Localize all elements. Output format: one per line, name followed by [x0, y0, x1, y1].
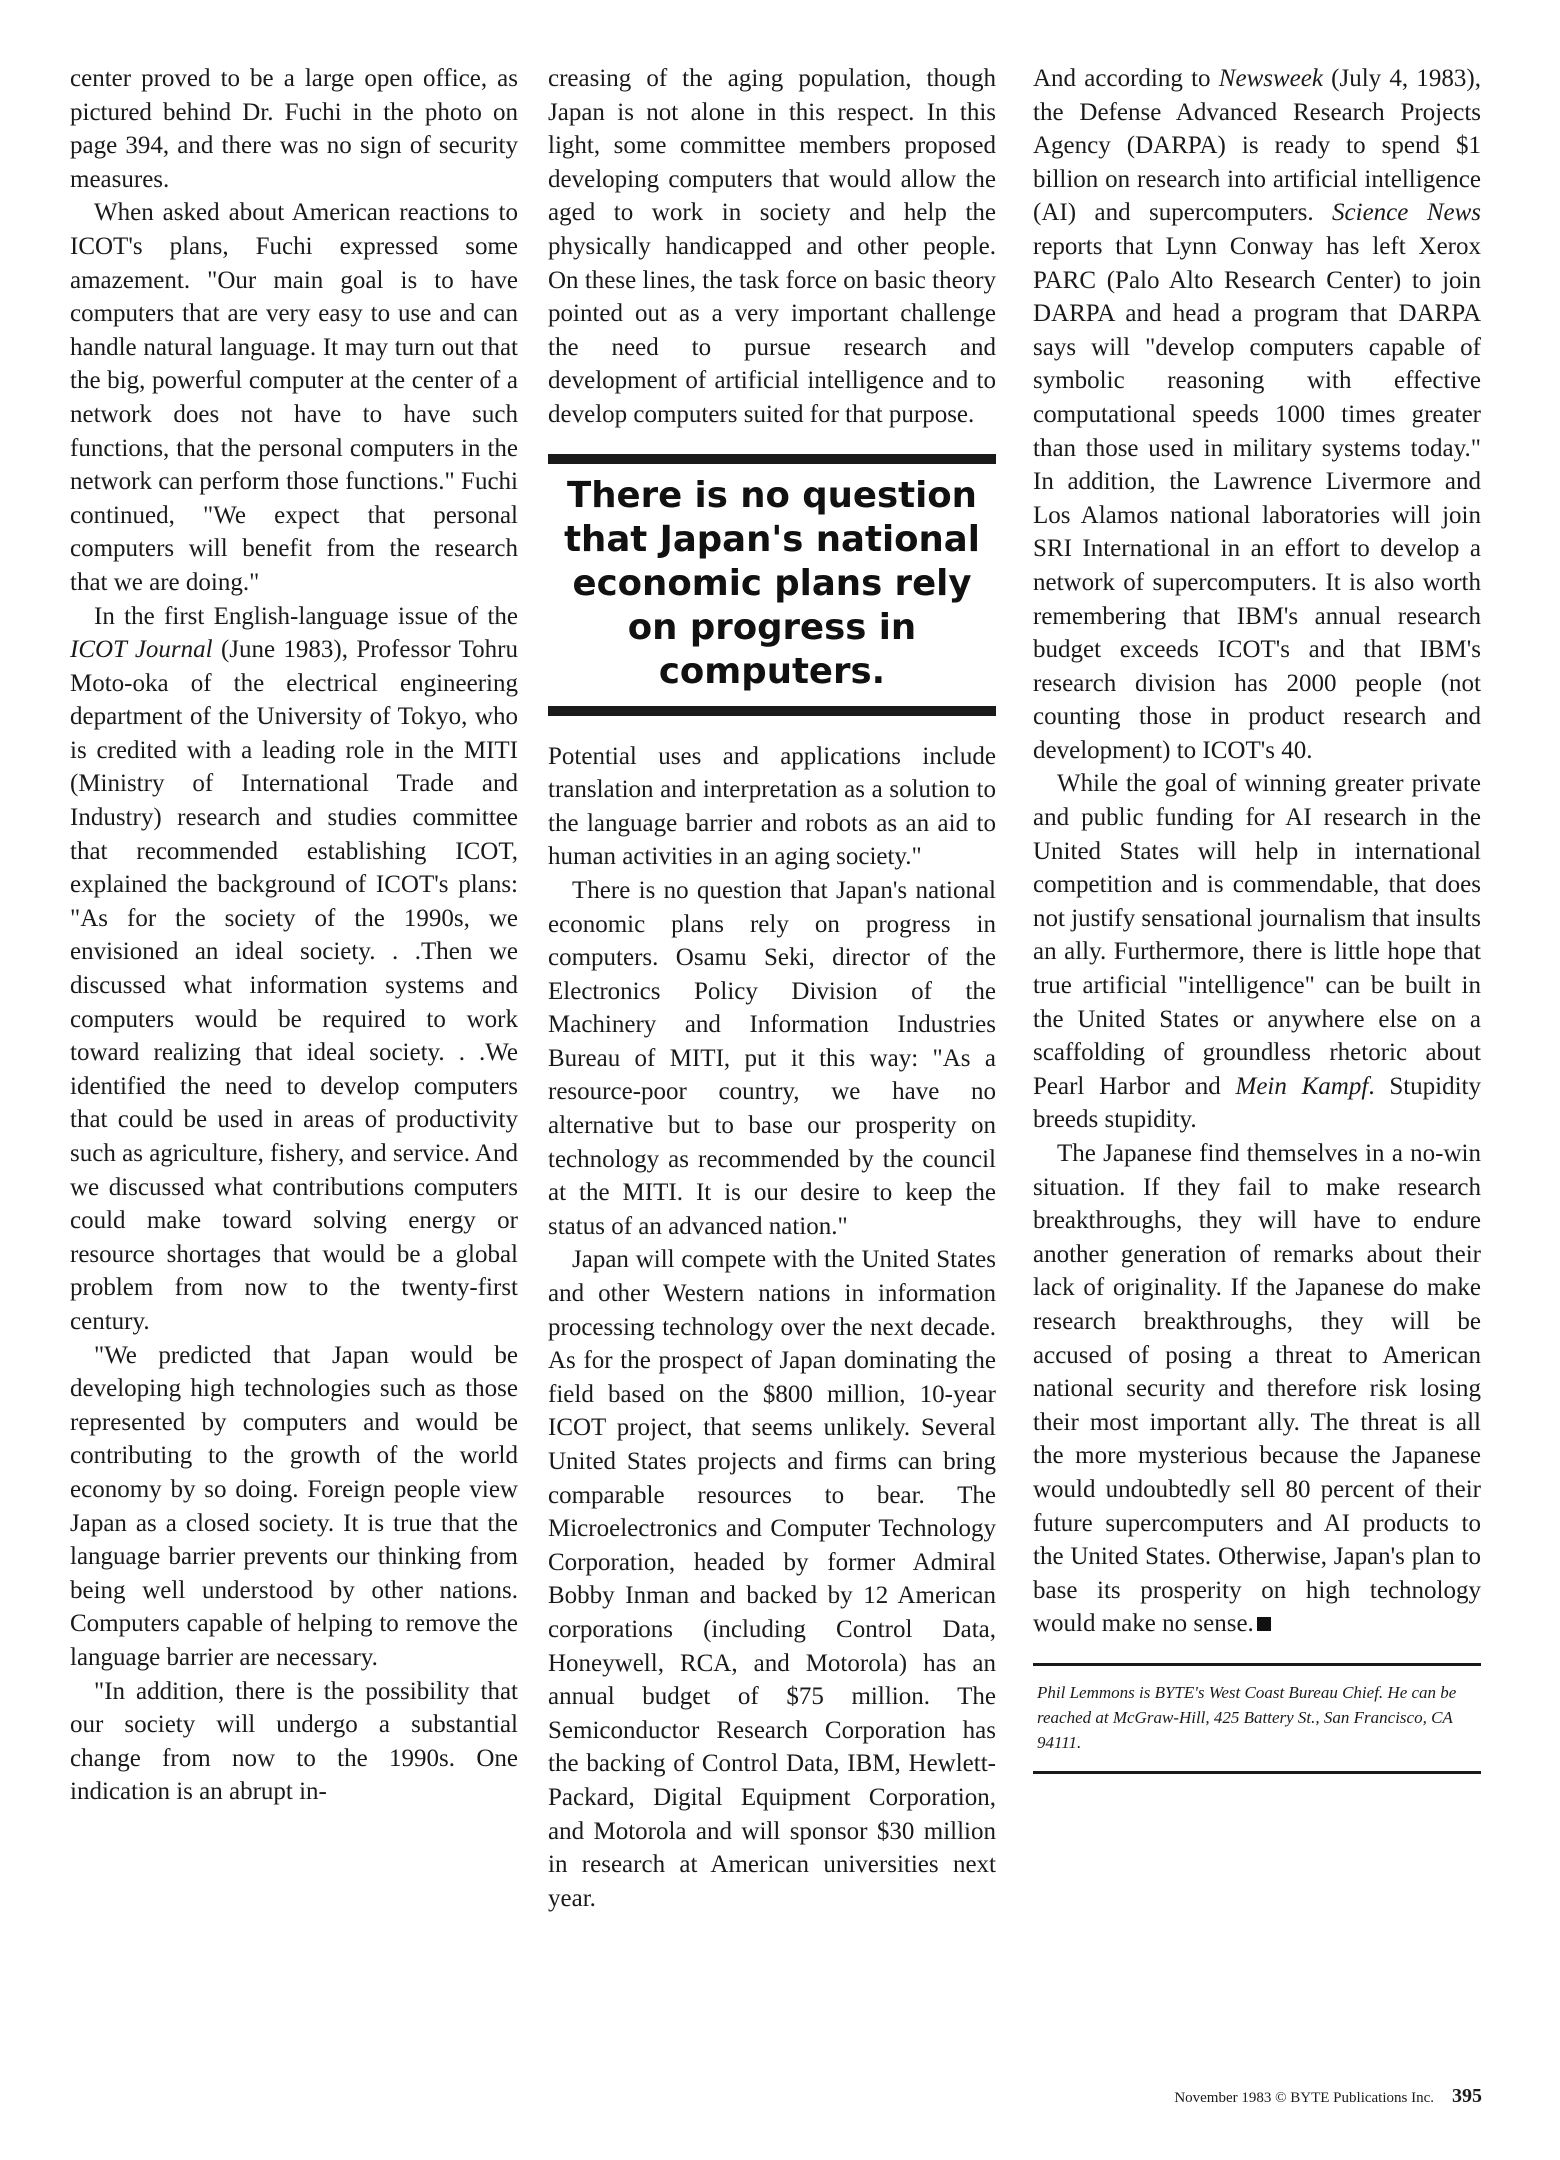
pull-quote: There is no question that Japan's national economic plans rely on progress in computers. — [548, 454, 996, 716]
paragraph: While the goal of winning greater private and public funding for AI research in the United States will help in international competition and is commendable, that does not justify sensational journalism that insults an ally. Furthermore, there is little hope that true artificial "intelligence" can be built in the United States or anywhere else on a scaffolding of groundless rhetoric about Pearl Harbor and Mein Kampf. Stupidity breeds stupidity. — [1033, 770, 1481, 1134]
page-number: 395 — [1452, 2085, 1482, 2107]
paragraph: "We predicted that Japan would be developing high technologies such as those represented by computers and would be contributing to the growth of the world economy by so doing. Foreign people view Japan as a closed society. It is true that the language barrier prevents our thinking from being well understood by other nations. Computers capable of helping to remove the language barrier are necessary. — [70, 1341, 518, 1671]
author-bio: Phil Lemmons is BYTE's West Coast Bureau Chief. He can be reached at McGraw-Hill, 425 Battery St., San Francisco, CA 94111. — [1033, 1663, 1481, 1774]
paragraph: There is no question that Japan's national economic plans rely on progress in computers. Osamu Seki, director of the Electronics Policy Division of the Machinery and Information Industries Bureau of MITI, put it this way: "As a resource-poor country, we have no alternative but to base our prosperity on technology as recommended by the council at the MITI. It is our desire to keep the status of an advanced nation." — [548, 876, 996, 1240]
paragraph: When asked about American reactions to ICOT's plans, Fuchi expressed some amazement. "Our main goal is to have computers that are very easy to use and can handle natural language. It may turn out that the big, powerful computer at the center of a network does not have to have such functions, that the personal computers in the network can perform those functions." Fuchi continued, "We expect that personal computers will benefit from the research that we are doing." — [70, 199, 518, 596]
paragraph: The Japanese find themselves in a no-win situation. If they fail to make research breakthroughs, they will have to endure another generation of remarks about their lack of originality. If the Japanese do make research breakthroughs, they will be accused of posing a threat to American national security and therefore risk losing their most important ally. The threat is all the more mysterious because the Japanese would undoubtedly sell 80 percent of their future supercomputers and AI products to the United States. Otherwise, Japan's plan to base its prosperity on high technology would make no sense. — [1033, 1140, 1481, 1638]
paragraph: And according to Newsweek (July 4, 1983), the Defense Advanced Research Projects Agency (DARPA) is ready to spend $1 billion on research into artificial intelligence (AI) and supercomputers. Science News reports that Lynn Conway has left Xerox PARC (Palo Alto Research Center) to join DARPA and head a program that DARPA says will "develop computers capable of symbolic reasoning with effective computational speeds 1000 times greater than those used in military systems today." In addition, the Lawrence Livermore and Los Alamos national laboratories will join SRI International in an effort to develop a network of supercomputers. It is also worth remembering that IBM's annual research budget exceeds ICOT's and that IBM's research division has 2000 people (not counting those in product research and development) to ICOT's 40. — [1033, 65, 1481, 764]
paragraph: In the first English-language issue of the ICOT Journal (June 1983), Professor Tohru Moto-oka of the electrical engineering department of the University of Tokyo, who is credited with a leading role in the MITI (Ministry of International Trade and Industry) research and studies committee that recommended establishing ICOT, explained the background of ICOT's plans: "As for the society of the 1990s, we envisioned an ideal society. . .Then we discussed what information systems and computers would be required to work toward realizing that ideal society. . .We identified the need to develop computers that could be used in areas of productivity such as agriculture, fishery, and service. And we discussed what contributions computers could make toward solving energy or resource shortages that would be a global problem from now to the twenty-first century. — [70, 602, 518, 1335]
paragraph: Potential uses and applications include translation and interpretation as a solution to the language barrier and robots as an aid to human activities in an aging society." — [548, 742, 996, 871]
paragraph: creasing of the aging population, though Japan is not alone in this respect. In this light, some committee members proposed developing computers that would allow the aged to work in society and help the physically handicapped and other people. On these lines, the task force on basic theory pointed out as a very important challenge the need to pursue research and development of artificial intelligence and to develop computers suited for that purpose. — [548, 65, 996, 428]
paragraph: "In addition, there is the possibility that our society will undergo a substantial change from now to the 1990s. One indication is an abrupt in- — [70, 1677, 518, 1806]
article-column-1 — [70, 62, 518, 1809]
issue-credit: November 1983 © BYTE Publications Inc. — [1174, 2090, 1434, 2106]
page-footer — [1174, 2085, 1482, 2108]
article-column-2 — [548, 62, 996, 1915]
paragraph: Japan will compete with the United States and other Western nations in information processing technology over the next decade. As for the prospect of Japan dominating the field based on the $800 million, 10-year ICOT project, that seems unlikely. Several United States projects and firms can bring comparable resources to bear. The Microelectronics and Computer Technology Corporation, headed by former Admiral Bobby Inman and backed by 12 American corporations (including Control Data, Honeywell, RCA, and Motorola) has an annual budget of $75 million. The Semiconductor Research Corporation has the backing of Control Data, IBM, Hewlett-Packard, Digital Equipment Corporation, and Motorola and will sponsor $30 million in research at American universities next year. — [548, 1246, 996, 1912]
article-column-3 — [1033, 62, 1481, 1774]
end-of-article-mark — [1257, 1617, 1271, 1631]
paragraph: center proved to be a large open office, as pictured behind Dr. Fuchi in the photo on page 394, and there was no sign of security measures. — [70, 65, 518, 193]
journal-title: ICOT Journal — [70, 636, 213, 664]
